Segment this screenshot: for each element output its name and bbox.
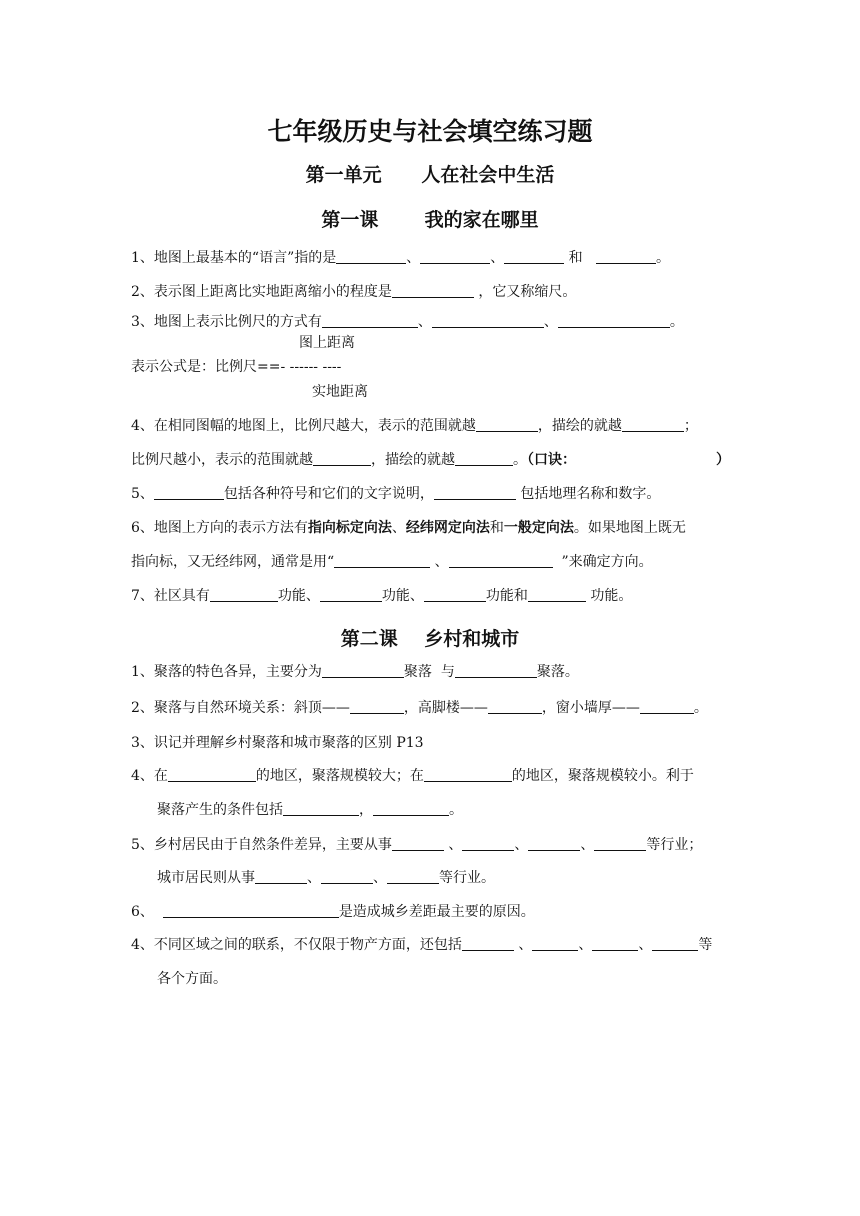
- lesson1-question-3: [131, 313, 684, 331]
- question-text: 功能和: [485, 588, 528, 604]
- lesson2-question-5-continued: [157, 869, 495, 887]
- bold-term: 经纬网定向法: [405, 520, 490, 536]
- answer-blank[interactable]: [594, 836, 646, 851]
- question-text: 、: [513, 937, 533, 953]
- lesson2-question-2: [131, 699, 708, 717]
- answer-blank[interactable]: [313, 451, 371, 466]
- answer-blank[interactable]: [462, 936, 514, 951]
- question-text: 7、社区具有: [131, 588, 210, 604]
- question-text: ，描绘的就越: [371, 452, 455, 468]
- question-text: 4、不同区域之间的联系，不仅限于物产方面，还包括: [131, 937, 462, 953]
- answer-blank[interactable]: [283, 801, 359, 816]
- answer-blank[interactable]: [432, 313, 544, 328]
- formula-denominator: 实地距离: [312, 384, 368, 400]
- lesson1-question-6-continued: [131, 553, 653, 571]
- answer-blank[interactable]: [321, 869, 373, 884]
- question-text: ，窗小墙厚——: [541, 700, 640, 716]
- question-text: 、: [391, 520, 406, 536]
- answer-blank[interactable]: [210, 587, 278, 602]
- lesson2-question-3: 3、识记并理解乡村聚落和城市聚落的区别 P13: [131, 735, 424, 751]
- question-text: 、: [543, 314, 558, 330]
- question-text: 等行业；: [646, 837, 703, 853]
- lesson1-heading: 第一课 我的家在哪里: [321, 209, 539, 231]
- answer-blank[interactable]: [455, 451, 513, 466]
- question-text: 、: [514, 837, 529, 853]
- question-text: 1、聚落的特色各异，主要分为: [131, 664, 322, 680]
- question-text: 聚落产生的条件包括: [157, 802, 283, 818]
- question-text: 、: [417, 314, 432, 330]
- answer-blank[interactable]: [334, 553, 430, 568]
- question-text: 的地区，聚落规模较小。利于: [511, 768, 694, 784]
- question-text: 功能、: [277, 588, 320, 604]
- question-text: 、: [490, 250, 505, 266]
- question-text: ，: [359, 802, 373, 818]
- lesson1-question-5: [131, 485, 660, 503]
- answer-blank[interactable]: [320, 587, 382, 602]
- answer-blank[interactable]: [424, 587, 486, 602]
- answer-blank[interactable]: [373, 801, 449, 816]
- lesson2-question-4-continued: [157, 801, 463, 819]
- answer-blank[interactable]: [168, 767, 256, 782]
- lesson2-question-6: [131, 903, 535, 921]
- question-text: ”来确定方向。: [552, 554, 653, 570]
- question-text: 6、: [131, 904, 163, 920]
- answer-blank[interactable]: [434, 485, 516, 500]
- answer-blank[interactable]: [322, 663, 404, 678]
- lesson2-heading: 第二课 乡村和城市: [340, 628, 520, 650]
- question-text: 。: [513, 452, 527, 468]
- question-text: ，描绘的就越: [537, 418, 622, 434]
- question-text: 和: [489, 520, 504, 536]
- question-text: 聚落。: [536, 664, 579, 680]
- answer-blank[interactable]: [322, 313, 418, 328]
- answer-blank[interactable]: [488, 699, 542, 714]
- lesson1-question-4: [131, 417, 698, 435]
- question-text: 比例尺越小，表示的范围就越: [131, 452, 313, 468]
- answer-blank[interactable]: [455, 663, 537, 678]
- answer-blank[interactable]: [387, 869, 439, 884]
- lesson2-question-1: [131, 663, 579, 681]
- question-text: 4、在相同图幅的地图上，比例尺越大，表示的范围就越: [131, 418, 476, 434]
- question-text: 4、在: [131, 768, 168, 784]
- answer-blank[interactable]: [640, 699, 694, 714]
- mnemonic-label: （口诀：: [527, 452, 576, 468]
- question-text: 。: [449, 802, 463, 818]
- answer-blank[interactable]: [392, 283, 474, 298]
- answer-blank[interactable]: [154, 485, 224, 500]
- question-text: 是造成城乡差距最主要的原因。: [338, 904, 535, 920]
- answer-blank[interactable]: [350, 699, 404, 714]
- question-text: 3、地图上表示比例尺的方式有: [131, 314, 322, 330]
- question-text: 、: [430, 554, 449, 570]
- answer-blank[interactable]: [476, 417, 538, 432]
- bold-term: 指向标定向法: [307, 520, 392, 536]
- lesson1-question-2: [131, 283, 576, 301]
- question-text: 城市居民则从事: [157, 870, 255, 886]
- answer-blank[interactable]: [504, 249, 564, 264]
- question-text: 包括各种符号和它们的文字说明，: [223, 486, 434, 502]
- answer-blank[interactable]: [424, 767, 512, 782]
- question-text: ，它又称缩尺。: [473, 284, 577, 300]
- lesson2-question-4: [131, 767, 694, 785]
- bold-term: 一般定向法: [503, 520, 574, 536]
- question-text: 聚落 与: [403, 664, 455, 680]
- answer-blank[interactable]: [163, 903, 339, 918]
- answer-blank[interactable]: [392, 836, 444, 851]
- mnemonic-close: ）: [716, 452, 730, 468]
- lesson1-question-1: [131, 249, 670, 267]
- answer-blank[interactable]: [622, 417, 684, 432]
- question-text: ，高脚楼——: [403, 700, 488, 716]
- answer-blank[interactable]: [592, 936, 638, 951]
- question-text: 2、表示图上距离比实地距离缩小的程度是: [131, 284, 392, 300]
- answer-blank[interactable]: [652, 936, 698, 951]
- unit-heading: 第一单元 人在社会中生活: [305, 164, 555, 186]
- lesson1-question-4-continued: [131, 451, 730, 469]
- question-text: 等: [698, 937, 713, 953]
- question-text: 、: [443, 837, 463, 853]
- question-text: 。: [669, 314, 684, 330]
- question-text: 指向标，又无经纬网，通常是用“: [131, 554, 335, 570]
- answer-blank[interactable]: [528, 587, 586, 602]
- answer-blank[interactable]: [336, 249, 406, 264]
- lesson2-question-7-continued: 各个方面。: [157, 971, 227, 987]
- page-title: 七年级历史与社会填空练习题: [267, 117, 593, 146]
- question-text: 的地区，聚落规模较大；在: [255, 768, 424, 784]
- lesson2-question-7: [131, 936, 712, 954]
- answer-blank[interactable]: [596, 249, 656, 264]
- question-text: 等行业。: [439, 870, 495, 886]
- question-text: 功能。: [585, 588, 633, 604]
- question-text: 2、聚落与自然环境关系：斜顶——: [131, 700, 350, 716]
- lesson1-question-7: [131, 587, 632, 605]
- question-text: 。: [656, 250, 671, 266]
- question-text: 和: [564, 250, 597, 266]
- answer-blank[interactable]: [558, 313, 670, 328]
- answer-blank[interactable]: [449, 553, 553, 568]
- question-text: 、: [580, 837, 595, 853]
- lesson2-question-5: [131, 836, 702, 854]
- question-text: 、: [307, 870, 321, 886]
- question-text: 5、乡村居民由于自然条件差异，主要从事: [131, 837, 392, 853]
- question-text: 。: [693, 700, 708, 716]
- question-text: 、: [578, 937, 593, 953]
- question-text: 。如果地图上既无: [573, 520, 686, 536]
- answer-blank[interactable]: [528, 836, 580, 851]
- question-text: 6、地图上方向的表示方法有: [131, 520, 308, 536]
- question-text: ；: [683, 418, 698, 434]
- question-text: 1、地图上最基本的“语言”指的是: [131, 250, 337, 266]
- question-text: 功能、: [381, 588, 424, 604]
- question-text: 、: [406, 250, 421, 266]
- lesson1-question-6: [131, 519, 686, 537]
- formula-numerator: 图上距离: [299, 335, 355, 351]
- answer-blank[interactable]: [420, 249, 490, 264]
- answer-blank[interactable]: [532, 936, 578, 951]
- formula-line: 表示公式是：比例尺==- ------ ----: [131, 359, 342, 375]
- question-text: 包括地理名称和数字。: [515, 486, 661, 502]
- question-text: 、: [373, 870, 387, 886]
- answer-blank[interactable]: [255, 869, 307, 884]
- question-text: 、: [638, 937, 653, 953]
- answer-blank[interactable]: [462, 836, 514, 851]
- question-text: 5、: [131, 486, 154, 502]
